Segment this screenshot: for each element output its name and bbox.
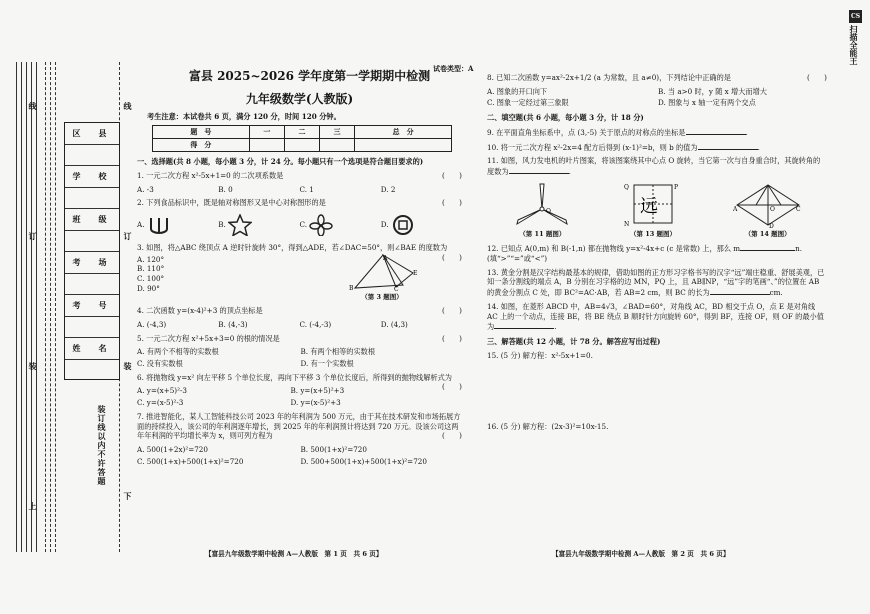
exam-number-label: 考 号 [65, 295, 119, 317]
school-field[interactable] [65, 188, 119, 210]
answer-parens: ( ) [807, 73, 827, 82]
question-12-text: 12. 已知点 A(0,m) 和 B(-1,n) 都在抛物线 y=x²-4x+c (c 是常数) 上，那么 m [487, 244, 741, 254]
score-row-label: 得 分 [153, 139, 250, 152]
option-c[interactable]: C. y=(x-5)²-3 [137, 398, 184, 408]
svg-text:O: O [769, 205, 775, 213]
svg-text:C: C [795, 205, 801, 213]
district-label: 区 县 [65, 123, 119, 145]
question-3-options [137, 255, 164, 302]
fork-symbol-icon [147, 216, 171, 234]
question-10-text: 10. 将一元二次方程 x²-2x=4 配方后得到 (x-1)²=b，则 b 的值为 [487, 142, 698, 152]
answer-parens: ( ) [442, 431, 462, 441]
character-grid-diagram [622, 181, 684, 228]
question-5-options [137, 347, 462, 368]
question-9-text: 9. 在平面直角坐标系中，点 (3,-5) 关于原点的对称点的坐标是 [487, 127, 686, 137]
name-field[interactable] [65, 360, 119, 382]
option-c[interactable]: C. 图象一定经过第三象限 [487, 98, 569, 108]
star-icon [228, 214, 252, 236]
score-cell[interactable] [249, 139, 284, 152]
question-15: 15. (5 分) 解方程：x²-5x+1=0. [487, 350, 593, 360]
binding-mark-up: 上 [28, 502, 38, 510]
answer-blank[interactable] [686, 127, 746, 135]
option-c[interactable]: C. (-4,-3) [299, 319, 332, 329]
class-label: 班 级 [65, 209, 119, 231]
binding-warning: 装订线以内不许答题 [97, 405, 107, 486]
footer-page-one: 【富县九年级数学期中检测 A—人教版 第 1 页 共 6 页】 [205, 550, 383, 558]
question-11-figure [511, 181, 573, 239]
section-three-title: 三、解答题(共 12 小题，计 78 分。解答应写出过程) [487, 336, 661, 346]
option-a[interactable]: A. 有两个不相等的实数根 [137, 347, 219, 357]
question-2-options [137, 212, 462, 239]
question-13-figure [622, 181, 684, 239]
score-cell[interactable] [284, 139, 319, 152]
option-b[interactable]: B. y=(x+5)²+3 [290, 386, 345, 396]
question-7-options [137, 445, 462, 466]
answer-parens: ( ) [442, 170, 462, 180]
answer-parens: ( ) [442, 252, 462, 262]
answer-parens: ( ) [442, 198, 462, 208]
answer-parens: ( ) [442, 333, 462, 343]
option-d[interactable]: D. y=(x-5)²+3 [290, 398, 341, 408]
question-13-caption: （第 13 题图） [629, 230, 677, 239]
page-one [137, 68, 462, 467]
svg-text:A: A [383, 254, 388, 262]
svg-text:E: E [413, 269, 417, 277]
svg-text:P: P [673, 183, 679, 191]
option-b[interactable]: B. 当 a>0 时，y 随 x 增大而增大 [658, 86, 767, 96]
option-c[interactable]: C. 500(1+x)+500(1+x)²=720 [137, 456, 244, 466]
question-8 [487, 73, 827, 83]
question-13-text: 13. 黄金分割是汉字结构最基本的规律，借助如图的正方形习字格书写的汉字“远”端庄稳重、舒展美观，已知一条分割线的端点 A，B 分别在习字格的边 MN，PQ 上，且 AB∥NP，“远”字的笔画“、”的位置在 AB 的黄金分割点 C 处，即 BC²=AC·AB，若 AB=2 cm，则 BC 的长为 [487, 267, 825, 298]
question-6-text: 6. 将抛物线 y=x² 向左平移 5 个单位长度，再向下平移 3 个单位长度后，所得到的抛物线解析式为 [137, 372, 452, 382]
option-d[interactable]: D. 500+500(1+x)+500(1+x)²=720 [300, 456, 427, 466]
option-a[interactable]: A. 500(1+2x)²=720 [137, 445, 208, 455]
option-b[interactable]: B. [218, 214, 299, 236]
school-label: 学 校 [65, 166, 119, 188]
binding-mark-bind: 装 [28, 362, 38, 370]
page-two [487, 69, 827, 432]
question-8-text: 8. 已知二次函数 y=ax²-2x+1/2 (a 为常数，且 a≠0)，下列结论中正确的是 [487, 73, 731, 82]
question-10: 10. 将一元二次方程 x²-2x=4 配方后得到 (x-1)²=b，则 b 的值为 . [487, 142, 760, 152]
option-d[interactable]: D. [381, 214, 462, 236]
student-info-box [64, 122, 120, 380]
question-13: 13. 黄金分割是汉字结构最基本的规律，借助如图的正方形习字格书写的汉字“远”端庄稳重、舒展美观，已知一条分割线的端点 A，B 分别在习字格的边 MN，PQ 上，且 AB∥NP，“远”字的笔画“、”的位置在 AB 的黄金分割点 C 处，即 BC²=AC·AB，若 AB=2 cm，则 BC 的长为 cm. [487, 267, 825, 298]
svg-text:O: O [546, 207, 552, 215]
question-3-caption: （第 3 题图） [361, 293, 403, 302]
option-d[interactable]: D. 有一个实数根 [300, 359, 354, 369]
camscanner-name: 扫描全能王 [849, 25, 859, 65]
score-header-total: 总 分 [355, 126, 452, 139]
svg-text:C: C [394, 285, 399, 291]
question-5-text: 5. 一元二次方程 x²+5x+3=0 的根的情况是 [137, 333, 280, 343]
question-1-text: 1. 一元二次方程 x²-5x+1=0 的二次项系数是 [137, 170, 284, 180]
question-3-content [137, 253, 442, 302]
option-d[interactable]: D. (4,3) [380, 319, 408, 329]
exam-notice: 考生注意：本试卷共 6 页，满分 120 分，时间 120 分钟。 [147, 112, 341, 122]
question-7-text: 7. 推进智能化，某人工智能科技公司 2023 年的年利润为 500 万元，由于其在技术研发和市场拓展方面的持续投入，该公司的年利润逐年增长，到 2025 年的年利润预计将达到 720 万元。设该公司这两年年利润的平均增长率为 x，则可列方程为 [137, 411, 461, 441]
question-6-options [137, 386, 442, 407]
option-a[interactable]: A. (-4,3) [137, 319, 167, 329]
question-4 [137, 306, 462, 316]
option-a[interactable]: A. [137, 216, 218, 234]
rhombus-diagram [733, 181, 803, 228]
score-header-section-two: 二 [284, 126, 319, 139]
svg-text:B: B [349, 284, 354, 291]
question-11-caption: （第 11 题图） [519, 230, 566, 239]
answer-blank[interactable] [494, 321, 554, 329]
question-14-caption: （第 14 题图） [744, 230, 791, 239]
score-cell[interactable] [355, 139, 452, 152]
wind-turbine-icon [511, 181, 573, 228]
answer-blank[interactable] [710, 287, 770, 295]
option-d[interactable]: D. 90° [137, 283, 160, 293]
option-c[interactable]: C. [300, 214, 381, 236]
paper-type: 试卷类型：A [433, 64, 474, 73]
subject-title: 九年级数学(人教版) [245, 92, 354, 107]
svg-text:A: A [732, 205, 737, 213]
option-a[interactable]: A. 图象的开口向下 [487, 86, 548, 96]
question-2-text: 2. 下列食品标识中，既是轴对称图形又是中心对称图形的是 [137, 198, 326, 208]
score-header-section-three: 三 [320, 126, 355, 139]
question-11: 11. 如图，风力发电机的叶片图案，将该图案绕其中心点 O 旋转，当它第一次与自身重合时，其旋转角的度数为 . [487, 156, 821, 177]
camscanner-badge: CS [849, 10, 862, 23]
question-14-text: 14. 如图，在菱形 ABCD 中，AB=4√3，∠BAD=60°，对角线 AC，BD 相交于点 O，点 E 是对角线 AC 上的一个动点，连接 BE，将 BE 绕点 B 顺时针方向旋转 60°，得到 BF，连接 OF，则 OF 的最小值为 [487, 301, 824, 332]
binding-mark-down: 下 [123, 492, 133, 500]
exam-number-field[interactable] [65, 317, 119, 339]
question-2 [137, 198, 462, 208]
question-3-text: 3. 如图，将△ABC 绕顶点 A 逆时针旋转 30°，得到△ADE，若∠DAC=50°，则∠BAE 的度数为 [137, 242, 448, 252]
answer-blank[interactable] [698, 142, 758, 150]
binding-mark-order-right: 订 [123, 232, 133, 240]
pinwheel-icon [309, 214, 333, 236]
answer-blank[interactable] [509, 166, 569, 174]
option-c[interactable]: C. 没有实数根 [137, 359, 183, 369]
question-16: 16. (5 分) 解方程：(2x-3)²=10x-15. [487, 422, 609, 432]
question-11-text: 11. 如图，风力发电机的叶片图案，将该图案绕其中心点 O 旋转，当它第一次与自身重合时，其旋转角的度数为 [487, 156, 821, 177]
section-one-title: 一、选择题(共 8 小题，每小题 3 分，计 24 分。每小题只有一个选项是符合题目要求的) [137, 157, 424, 167]
svg-text:远: 远 [639, 195, 658, 217]
option-c[interactable]: C. 1 [299, 184, 314, 194]
name-label: 姓 名 [65, 338, 119, 360]
coin-icon [391, 214, 415, 236]
option-b[interactable]: B. 110° [137, 264, 165, 274]
score-header-number: 题 号 [153, 126, 250, 139]
binding-mark-line-right: 线 [123, 102, 133, 110]
question-1 [137, 171, 462, 181]
answer-parens: ( ) [442, 306, 462, 316]
question-4-text: 4. 二次函数 y=(x-4)²+3 的顶点坐标是 [137, 306, 263, 316]
figure-row [487, 181, 827, 239]
option-b[interactable]: B. 0 [218, 184, 233, 194]
question-5 [137, 334, 462, 344]
score-cell[interactable] [320, 139, 355, 152]
question-14: 14. 如图，在菱形 ABCD 中，AB=4√3，∠BAD=60°，对角线 AC，BD 相交于点 O，点 E 是对角线 AC 上的一个动点，连接 BE，将 BE 绕点 B 顺时针方向旋转 60°，得到 BF，连接 OF，则 OF 的最小值为 . [487, 301, 824, 332]
question-1-options [137, 185, 462, 195]
option-d[interactable]: D. 图象与 x 轴一定有两个交点 [658, 98, 756, 108]
answer-blank[interactable] [740, 243, 795, 251]
district-field[interactable] [65, 145, 119, 167]
class-field[interactable] [65, 231, 119, 253]
question-15-answer-space[interactable] [487, 360, 827, 418]
exam-room-label: 考 场 [65, 252, 119, 274]
question-8-options [487, 87, 827, 108]
option-a[interactable]: A. 120° [137, 254, 165, 264]
question-7 [137, 412, 462, 441]
option-b[interactable]: B. 500(1+x)²=720 [300, 445, 367, 455]
question-14-figure [733, 181, 803, 239]
binding-mark-order: 订 [28, 232, 38, 240]
option-b[interactable]: B. (4,-3) [218, 319, 248, 329]
section-two-title: 二、填空题(共 6 小题，每小题 3 分，计 18 分) [487, 113, 644, 123]
option-d[interactable]: D. 2 [380, 184, 396, 194]
svg-text:N: N [623, 220, 630, 228]
exam-title: 富县 2025~2026 学年度第一学期期中检测 [188, 69, 431, 83]
question-4-options [137, 320, 462, 330]
question-9: 9. 在平面直角坐标系中，点 (3,-5) 关于原点的对称点的坐标是 . [487, 127, 748, 137]
option-c[interactable]: C. 100° [137, 274, 165, 284]
question-3-figure [347, 253, 417, 302]
question-12-tail: n. (填“>”“=”或“<”) [487, 244, 803, 263]
exam-room-field[interactable] [65, 274, 119, 296]
answer-parens: ( ) [442, 382, 462, 392]
scanner-watermark [849, 10, 863, 92]
score-table [152, 125, 452, 152]
svg-text:Q: Q [623, 183, 629, 191]
footer-page-two: 【富县九年级数学期中检测 A—人教版 第 2 页 共 6 页】 [552, 550, 730, 558]
binding-mark-bind-right: 装 [123, 362, 133, 370]
score-header-section-one: 一 [249, 126, 284, 139]
option-a[interactable]: A. -3 [137, 184, 154, 194]
question-12 [487, 243, 827, 263]
option-a[interactable]: A. y=(x+5)²-3 [137, 386, 187, 396]
triangle-rotation-diagram [347, 253, 417, 291]
option-b[interactable]: B. 有两个相等的实数根 [300, 347, 376, 357]
binding-mark-line: 线 [28, 102, 38, 110]
svg-text:D: D [768, 222, 774, 228]
